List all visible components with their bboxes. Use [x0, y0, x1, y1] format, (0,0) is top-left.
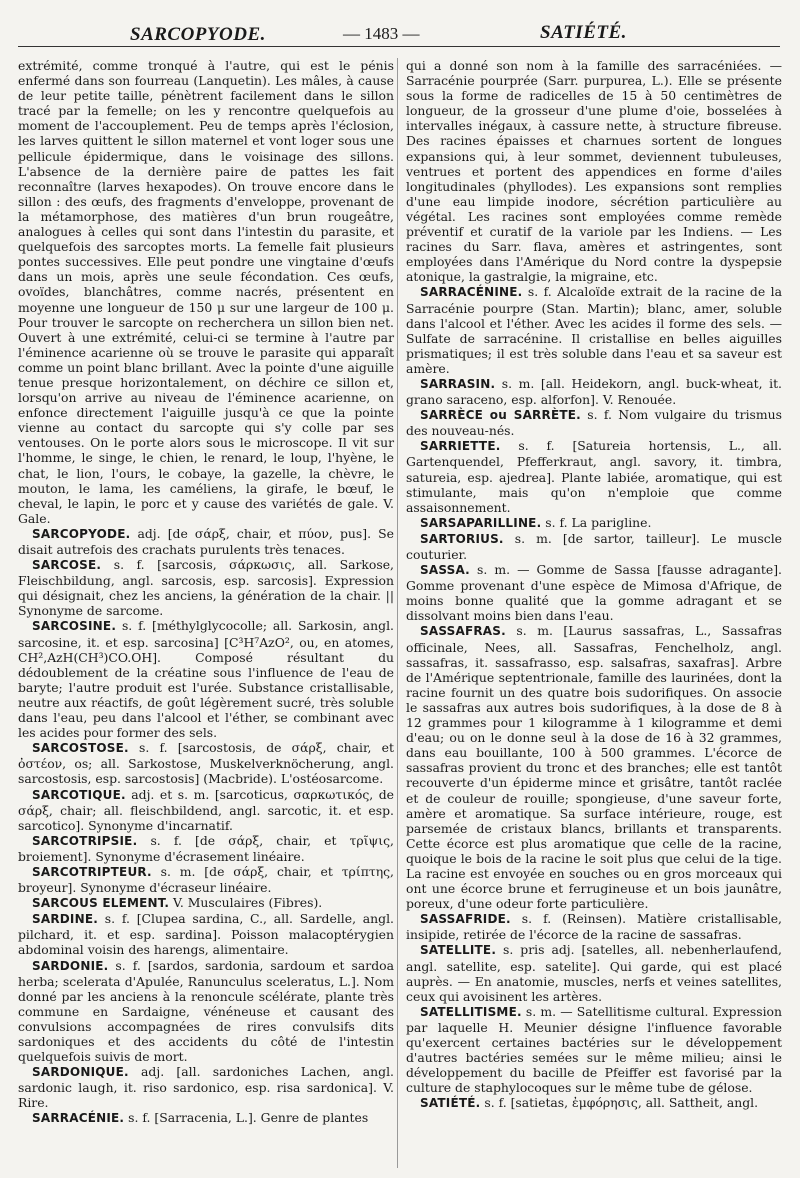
- entry-text: s. f. [de σάρξ, chair, et τρῖψις, broiement]. Synonyme d'écrasement linéaire.: [18, 832, 394, 864]
- entry-text: s. f. [Satureia hortensis, L., all. Gartenquendel, Pfefferkraut, angl. savory, it. timbra, satureia, esp. ajedrea]. Plante labiée, aromatique, qui est stimulante, mais qu'on n'emploie que comme assaisonnement.: [406, 438, 782, 515]
- entry-headword: SATELLITISME.: [420, 1004, 522, 1019]
- entry-headword: SATIÉTÉ.: [420, 1096, 481, 1111]
- dictionary-entry: [18, 557, 394, 618]
- entry-headword: SATELLITE.: [420, 943, 497, 958]
- dictionary-entry: [18, 618, 394, 740]
- running-head-left: SARCOPYODE.: [130, 24, 266, 45]
- entry-text: qui a donné son nom à la famille des sarracéniées. — Sarracénie pourprée (Sarr. purpurea, L.). Elle se présente sous la forme de radicelles de 15 à 50 centimètres de longueur, de la grosseur d'une plume d'oie, bosselées à intervalles inégaux, à cassure nette, à structure fibreuse. Des racines épaisses et charnues sortent de longues expansions qui, à leur sommet, deviennent tubuleuses, ventrues et portent des appendices en forme d'ailes longitudinales (phyllodes). Les expansions sont remplies d'une eau limpide inodore, sécrétion particulière au végétal. Les racines sont employées comme remède préventif et curatif de la variole par les Indiens. — Les racines du Sarr. flava, amères et astringentes, sont employées dans l'Amérique du Nord contre la dyspepsie atonique, la gastralgie, la migraine, etc.: [406, 58, 782, 285]
- entry-headword: SASSAFRAS.: [420, 624, 506, 639]
- entry-text: s. f. La parigline.: [541, 514, 652, 530]
- entry-text: extrémité, comme tronqué à l'autre, qui est le pénis enfermé dans son fourreau (Lanquetin). Les mâles, à cause de leur petite taille, pénètrent facilement dans le sillon tracé par la femelle; on les y rencontre quelquefois au moment de l'accouplement. Peu de temps après l'éclosion, les larves quittent le sillon maternel et vont loger sous une pellicule épidermique, dans le voisinage des sillons. L'absence de la dernière paire de pattes les fait reconnaître (larves hexapodes). On trouve encore dans le sillon : des œufs, des fragments d'enveloppe, provenant de la métamorphose, des matières d'un brun rougeâtre, analogues à celles qui sont dans l'intestin du parasite, et quelquefois des sarcoptes morts. La femelle fait plusieurs pontes successives. Elle peut pondre une vingtaine d'œufs dans un mois, après une seule fécondation. Ces œufs, ovoïdes, blanchâtres, comme nacrés, présentent en moyenne une longueur de 150 μ sur une largeur de 100 μ. Pour trouver le sarcopte on recherchera un sillon bien net. Ouvert à une extrémité, celui-ci se termine à l'autre par l'éminence acarienne où se trouve le parasite qui apparaît comme un point blanc brillant. Avec la pointe d'une aiguille tenue presque horizontalement, on déchire ce sillon et, lorsqu'on arrive au niveau de l'éminence acarienne, on enfonce directement l'aiguille jusqu'à ce que la pointe vienne au contact du sarcopte qui s'y colle par ses ventouses. On le porte alors sous le microscope. Il vit sur l'homme, le singe, le chien, le renard, le loup, l'hyène, le chat, le lion, l'ours, le cobaye, la gazelle, la chèvre, le mouton, le lama, les caméliens, la girafe, le bœuf, le cheval, le lapin, le porc et y cause des variétés de gale. V. Gale.: [18, 58, 394, 526]
- entry-headword: SARDONIQUE.: [32, 1065, 129, 1080]
- dictionary-entry: [406, 911, 782, 942]
- entry-headword: SARCOTRIPSIE.: [32, 833, 138, 848]
- entry-headword: SARCOSINE.: [32, 619, 117, 634]
- entry-headword: SARCOTIQUE.: [32, 787, 126, 802]
- running-head-right: SATIÉTÉ.: [540, 22, 627, 43]
- entry-text: s. f. [méthylglycocolle; all. Sarkosin, angl. sarcosine, it. et esp. sarcosina] [C³H⁷AzO², ou, en atomes, CH²,AzH(CH³)CO.OH]. Composé résultant du dédoublement de la créatine sous l'influence de l'eau de baryte; l'autre produit est l'urée. Substance cristallisable, neutre aux réactifs, de goût légèrement sucré, très soluble dans l'eau, peu dans l'alcool et l'éther, se combinant avec les acides pour former des sels.: [18, 618, 394, 741]
- dictionary-entry: [18, 787, 394, 833]
- right-column: [406, 58, 782, 1111]
- dictionary-entry: [18, 740, 394, 786]
- entry-text: s. f. [sardos, sardonia, sardoum et sardoa herba; scelerata d'Apulée, Ranunculus sceleratus, L.]. Nom donné par les anciens à la renoncule scélérate, plante très commune en Sardaigne, vénéneuse et causant des convulsions accompagnées de rires convulsifs dits sardoniques et des accidents du côté de l'intestin quelquefois suivis de mort.: [18, 957, 394, 1065]
- column-divider: [397, 58, 398, 1168]
- dictionary-entry: [406, 942, 782, 1003]
- entry-text: s. m. [Laurus sassafras, L., Sassafras officinale, Nees, all. Sassafras, Fenchelholz, angl. sassafras, it. sassafrasso, esp. salsafras, saxafras]. Arbre de l'Amérique septentrionale, famille des laurinées, dont la racine fournit un des quatre bois sudorifiques. On associe le sassafras aux autres bois sudorifiques, à la dose de 8 à 12 grammes pour 1 kilogramme à 1 kilogramme et demi d'eau; ou on le donne seul à la dose de 16 à 32 grammes, dans eau bouillante, 100 à 500 grammes. L'écorce de sassafras provient du tronc et des branches; elle est tantôt recouverte d'un épiderme mince et grisâtre, tantôt raclée et de couleur de rouille; spongieuse, d'une saveur forte, amère et aromatique. Sa surface intérieure, rouge, est parsemée de cristaux blancs, brillants et transparents. Cette écorce est plus aromatique que celle de la racine, quoique le bois de la racine le soit plus que celui de la tige. La racine est envoyée en souches ou en gros morceaux qui ont une écorce brune et ferrugineuse et un bois jaunâtre, poreux, d'une odeur forte particulière.: [406, 623, 782, 912]
- entry-text: s. f. [Sarracenia, L.]. Genre de plantes: [124, 1110, 369, 1126]
- dictionary-entry: [18, 833, 394, 864]
- entry-headword: SARDINE.: [32, 912, 98, 927]
- entry-headword: SARRACÉNIE.: [32, 1111, 125, 1126]
- dictionary-entry: [406, 58, 782, 284]
- dictionary-entry: [18, 58, 394, 526]
- dictionary-entry: [18, 1064, 394, 1110]
- dictionary-entry: [406, 1004, 782, 1096]
- entry-text: s. f. Alcaloïde extrait de la racine de la Sarracénie pourpre (Stan. Martin); blanc, amer, soluble dans l'alcool et l'éther. Avec les acides il forme des sels. — Sulfate de sarracénine. Il cristallise en belles aiguilles prismatiques; il est très soluble dans l'eau et sa saveur est amère.: [406, 284, 782, 376]
- entry-headword: SARCOSTOSE.: [32, 741, 129, 756]
- entry-headword: SARCOTRIPTEUR.: [32, 864, 152, 879]
- entry-text: s. f. [sarcostosis, de σάρξ, chair, et ὀστέον, os; all. Sarkostose, Muskelverknöcherung, angl. sarcostosis, esp. sarcostosis] (Macbride). L'ostéosarcome.: [18, 740, 394, 787]
- dictionary-entry: [18, 864, 394, 895]
- entry-headword: SARRASIN.: [420, 376, 496, 391]
- entry-text: s. f. [sarcosis, σάρκωσις, all. Sarkose, Fleischbildung, angl. sarcosis, esp. sarcosis]. Expression qui désignait, chez les anciens, la génération de la chair. || Synonyme de sarcome.: [18, 557, 394, 619]
- entry-headword: SARTORIUS.: [420, 531, 504, 546]
- entry-text: s. pris adj. [satelles, all. nebenherlaufend, angl. satellite, esp. satelite]. Qui garde, qui est placé auprès. — En anatomie, muscles, nerfs et veines satellites, ceux qui avoisinent les artères.: [406, 942, 782, 1004]
- entry-headword: SASSA.: [420, 563, 470, 578]
- dictionary-entry: [18, 526, 394, 557]
- entry-headword: SARSAPARILLINE.: [420, 515, 542, 530]
- entry-headword: SARRÈCE ou SARRÈTE.: [420, 408, 581, 423]
- entry-text: s. m. — Gomme de Sassa [fausse adragante]. Gomme provenant d'une espèce de Mimosa d'Afrique, de moins bonne qualité que la gomme adragant et se dissolvant moins bien dans l'eau.: [406, 562, 782, 624]
- entry-text: s. m. — Satellitisme cultural. Expression par laquelle H. Meunier désigne l'influence favorable qu'exercent certaines bactéries sur le développement d'autres bactéries semées sur le même milieu; ainsi le développement du bacille de Pfeiffer est favorisé par la culture de staphylocoques sur le même tube de gélose.: [406, 1003, 782, 1096]
- dictionary-entry: [406, 407, 782, 438]
- entry-headword: SARRIETTE.: [420, 439, 501, 454]
- entry-text: s. m. [de σάρξ, chair, et τρίπτης, broyeur]. Synonyme d'écraseur linéaire.: [18, 863, 394, 896]
- entry-headword: SARCOUS ELEMENT.: [32, 896, 170, 911]
- entry-headword: SARCOSE.: [32, 558, 102, 573]
- dictionary-entry: [406, 438, 782, 514]
- entry-text: adj. et s. m. [sarcoticus, σαρκωτικός, de σάρξ, chair; all. fleischbildend, angl. sarcotic, it. et esp. sarcotico]. Synonyme d'incarnatif.: [18, 786, 394, 833]
- entry-text: s. f. (Reinsen). Matière cristallisable, insipide, retirée de l'écorce de la racine de sassafras.: [406, 911, 782, 943]
- entry-text: V. Musculaires (Fibres).: [169, 895, 323, 911]
- header-rule: [18, 46, 780, 47]
- entry-headword: SARDONIE.: [32, 958, 109, 973]
- dictionary-entry: [406, 531, 782, 562]
- entry-text: s. f. Nom vulgaire du trismus des nouveau-nés.: [406, 407, 782, 439]
- dictionary-entry: [18, 895, 394, 911]
- entry-headword: SASSAFRIDE.: [420, 912, 511, 927]
- dictionary-entry: [406, 562, 782, 623]
- dictionary-entry: [406, 623, 782, 911]
- entry-text: s. f. [satietas, ἐμφόρησις, all. Sattheit, angl.: [480, 1095, 759, 1111]
- entry-headword: SARRACÉNINE.: [420, 285, 523, 300]
- entry-headword: SARCOPYODE.: [32, 526, 131, 541]
- entry-text: s. m. [all. Heidekorn, angl. buck-wheat, it. grano saraceno, esp. alforfon]. V. Renouée.: [406, 375, 782, 408]
- page-header: [0, 8, 800, 48]
- left-column: [18, 58, 394, 1127]
- dictionary-entry: [406, 515, 782, 531]
- entry-text: s. f. [Clupea sardina, C., all. Sardelle, angl. pilchard, it. et esp. sardina]. Poisson malacoptérygien abdominal voisin des harengs, alimentaire.: [18, 911, 394, 958]
- dictionary-entry: [406, 376, 782, 407]
- entry-text: adj. [all. sardoniches Lachen, angl. sardonic laugh, it. riso sardonico, esp. risa sardonica]. V. Rire.: [18, 1064, 394, 1111]
- dictionary-entry: [18, 911, 394, 957]
- dictionary-entry: [406, 284, 782, 376]
- page-number: — 1483 —: [343, 24, 420, 43]
- entry-text: s. m. [de sartor, tailleur]. Le muscle couturier.: [406, 530, 782, 562]
- dictionary-entry: [406, 1095, 782, 1111]
- dictionary-entry: [18, 1110, 394, 1126]
- dictionary-entry: [18, 958, 394, 1065]
- entry-text: adj. [de σάρξ, chair, et πύον, pus]. Se disait autrefois des crachats purulents très tenaces.: [18, 525, 394, 557]
